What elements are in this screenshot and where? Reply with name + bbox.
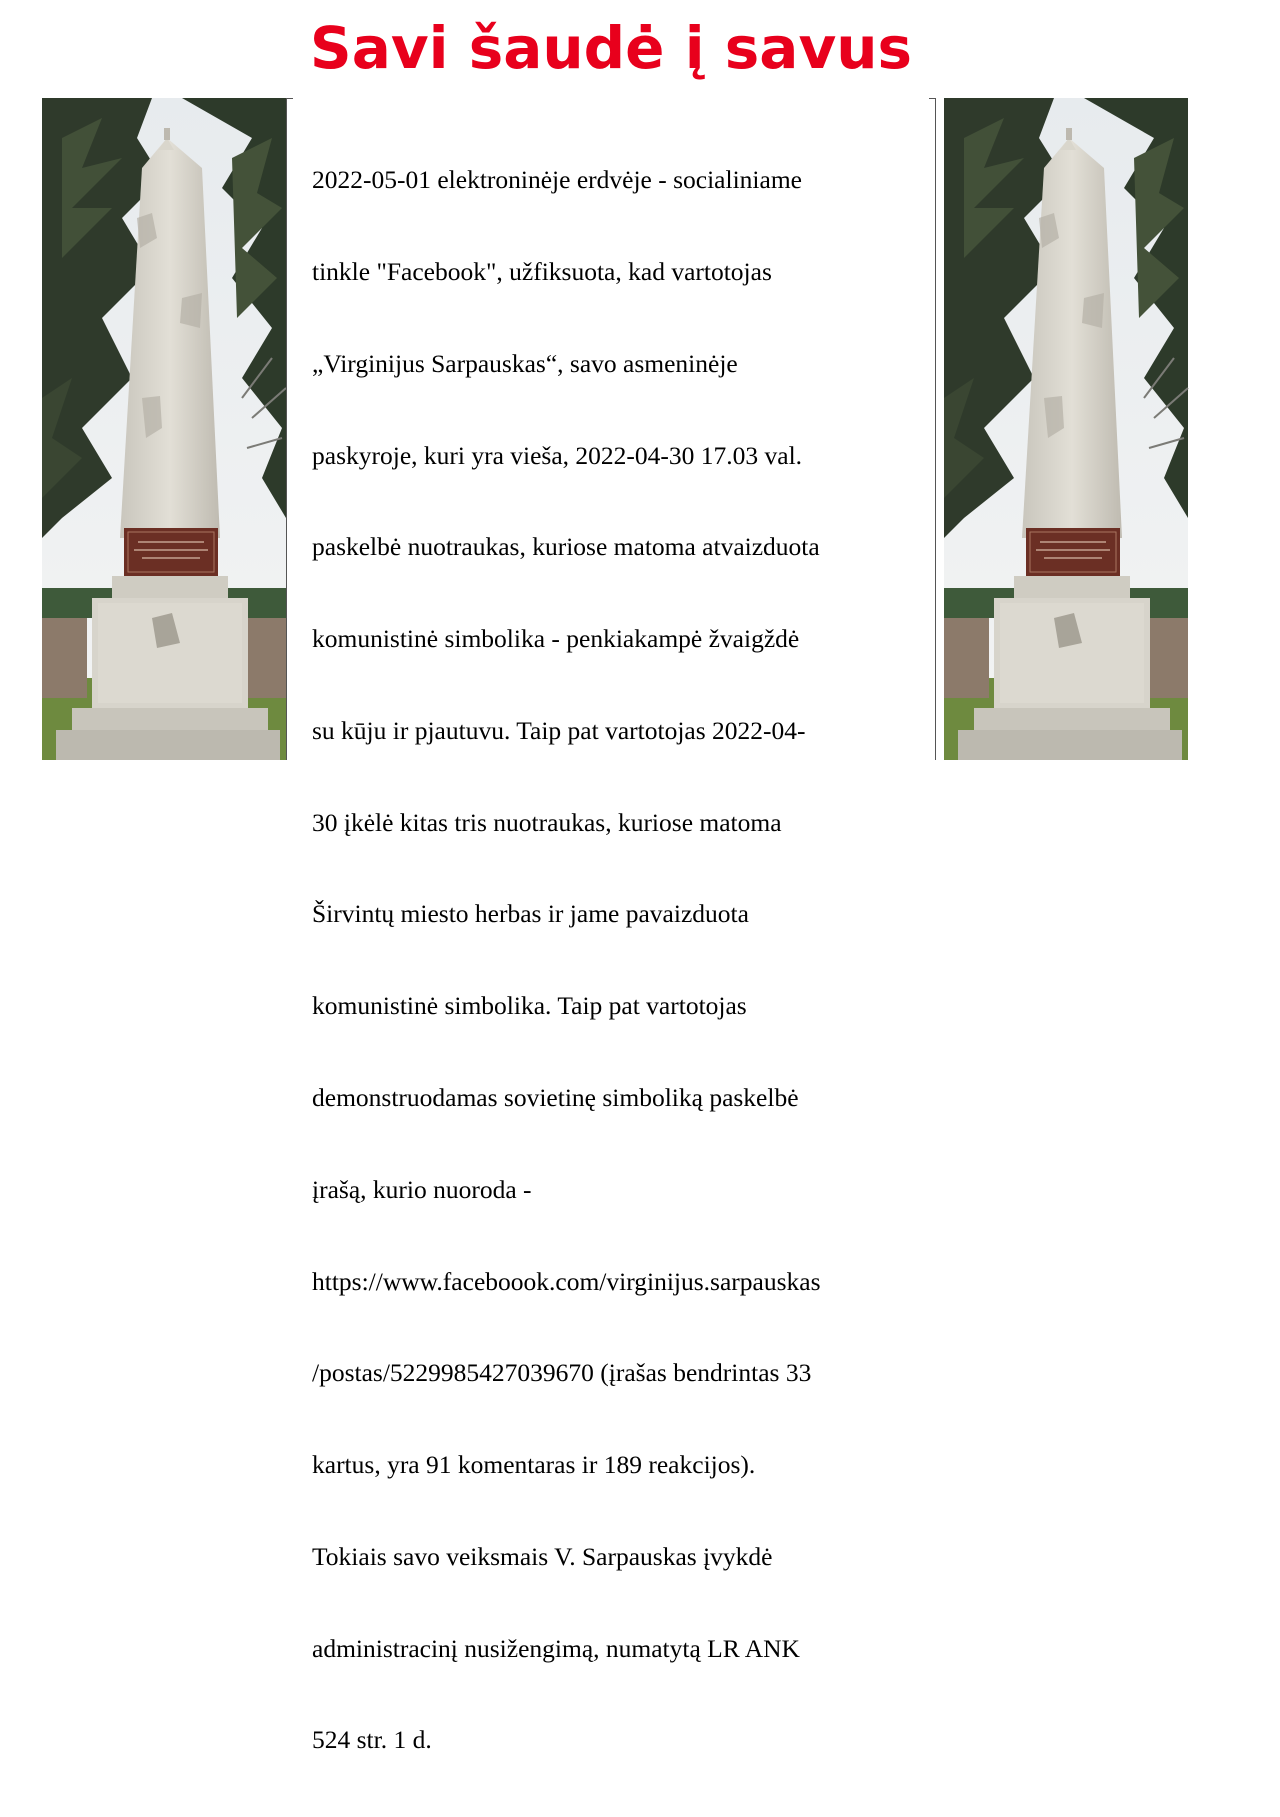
text-line: /postas/5229985427039670 (įrašas bendrintas 33 [312,1358,812,1388]
panel-border [929,98,935,99]
text-line: 2022-05-01 elektroninėje erdvėje - socialiniame [312,165,802,195]
text-line: Širvintų miesto herbas ir jame pavaizduota [312,899,749,929]
monument-photo-right [944,98,1188,760]
text-line: su kūju ir pjautuvu. Taip pat vartotojas 2022-04- [312,715,806,745]
text-line: 30 įkėlė kitas tris nuotraukas, kuriose matoma [312,807,782,837]
text-line: komunistinė simbolika - penkiakampė žvaigždė [312,624,800,654]
text-line: administracinį nusižengimą, numatytą LR ANK [312,1633,800,1663]
text-line: 524 str. 1 d. [312,1725,432,1755]
headline: Savi šaudė į savus [309,14,913,82]
monument-image [944,98,1188,760]
panel-border [287,98,293,99]
description-panel [286,98,936,1755]
text-line: kartus, yra 91 komentaras ir 189 reakcijos). [312,1450,756,1480]
text-line: paskyroje, kuri yra vieša, 2022-04-30 17.03 val. [312,440,803,470]
monument-image [42,98,286,760]
text-line: tinkle "Facebook", užfiksuota, kad vartotojas [312,256,772,286]
text-line: Tokiais savo veiksmais V. Sarpauskas įvykdė [312,1541,773,1571]
text-line: „Virginijus Sarpauskas“, savo asmeninėje [312,348,738,378]
monument-photo-left [42,98,286,760]
text-line: demonstruodamas sovietinę simboliką paskelbė [312,1083,799,1112]
text-line: įrašą, kurio nuoroda - [312,1174,532,1204]
text-line: komunistinė simbolika. Taip pat vartotojas [312,991,747,1021]
text-line: https://www.faceboook.com/virginijus.sarpauskas [312,1266,821,1296]
text-line: paskelbė nuotraukas, kuriose matoma atvaizduota [312,532,820,562]
description-text [312,104,932,1817]
